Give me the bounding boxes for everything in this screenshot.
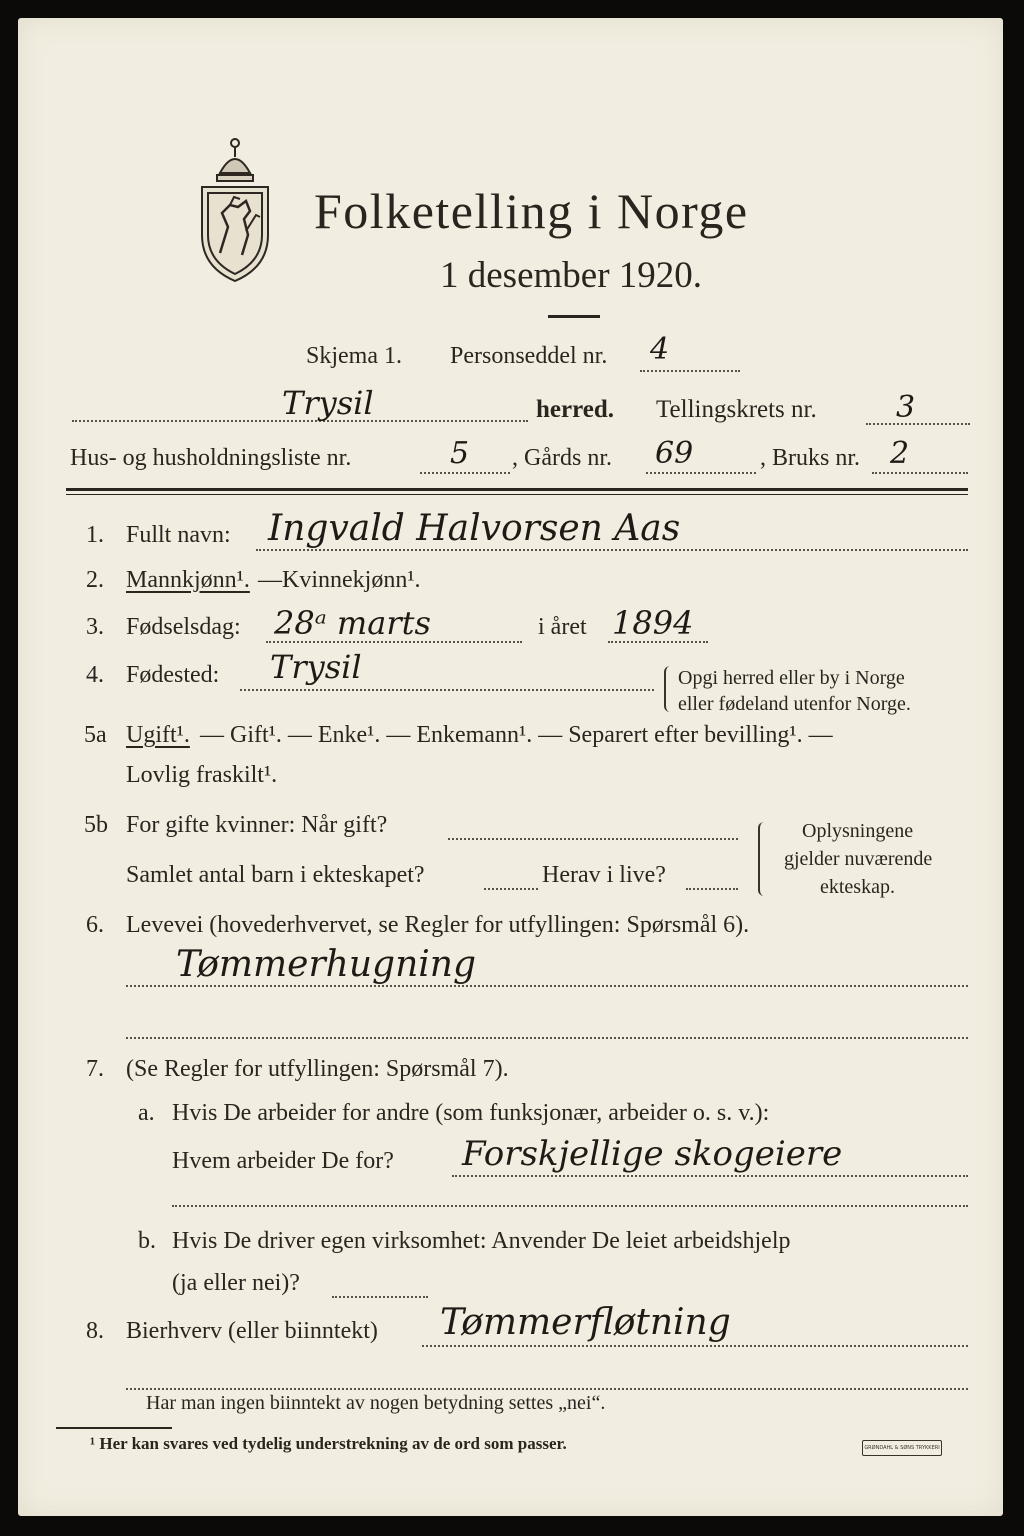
q5a-line2: Lovlig fraskilt¹. bbox=[126, 762, 278, 788]
bruks-label: , Bruks nr. bbox=[760, 445, 861, 471]
q5b-children-line bbox=[484, 888, 538, 890]
q7a-number: a. bbox=[138, 1100, 155, 1126]
q2-mannkjonn: Mannkjønn¹. bbox=[126, 567, 250, 593]
bruks-value: 2 bbox=[890, 436, 910, 471]
q5a-options: — Gift¹. — Enke¹. — Enkemann¹. — Separert efter bevilling¹. — bbox=[200, 722, 833, 748]
q3-year-label: i året bbox=[538, 614, 587, 640]
q5b-line1: For gifte kvinner: Når gift? bbox=[126, 812, 388, 838]
q1-number: 1. bbox=[86, 522, 104, 548]
gards-label: , Gårds nr. bbox=[512, 445, 612, 471]
q4-label: Fødested: bbox=[126, 662, 220, 688]
q4-note-line2: eller fødeland utenfor Norge. bbox=[678, 693, 911, 715]
q7a-employer: Forskjellige skogeiere bbox=[462, 1134, 843, 1174]
printer-stamp-text: GRØNDAHL & SØNS TRYKKERI bbox=[864, 1445, 940, 1451]
form-title: Folketelling i Norge bbox=[314, 183, 749, 239]
q4-note-brace bbox=[664, 666, 672, 712]
coat-of-arms-icon bbox=[190, 135, 280, 285]
q7a-line2-blank bbox=[172, 1205, 968, 1207]
q7b-line2: (ja eller nei)? bbox=[172, 1270, 300, 1296]
q1-label: Fullt navn: bbox=[126, 522, 231, 548]
personseddel-value: 4 bbox=[650, 332, 670, 367]
printer-stamp bbox=[862, 1440, 942, 1456]
q3-label: Fødselsdag: bbox=[126, 614, 241, 640]
tellingskrets-line bbox=[866, 423, 970, 425]
tellingskrets-label: Tellingskrets nr. bbox=[656, 396, 817, 423]
header-rule-thick bbox=[66, 488, 968, 491]
q5b-married-line bbox=[448, 838, 738, 840]
q7a-line2: Hvem arbeider De for? bbox=[172, 1148, 394, 1174]
q5b-note-line2: gjelder nuværende bbox=[784, 848, 933, 870]
q2-number: 2. bbox=[86, 567, 104, 593]
q3-birth-year: 1894 bbox=[612, 604, 694, 642]
q5a-number: 5a bbox=[84, 722, 107, 748]
gards-value: 69 bbox=[655, 436, 694, 471]
q5b-alive-line bbox=[686, 888, 738, 890]
q3-number: 3. bbox=[86, 614, 104, 640]
q5b-number: 5b bbox=[84, 812, 108, 838]
husholdningsliste-line bbox=[420, 472, 510, 474]
q8-number: 8. bbox=[86, 1318, 104, 1344]
q1-line bbox=[256, 549, 968, 551]
q7b-line1: Hvis De driver egen virksomhet: Anvender De leiet arbeidshjelp bbox=[172, 1228, 791, 1254]
herred-label: herred. bbox=[536, 396, 614, 423]
q4-note-line1: Opgi herred eller by i Norge bbox=[678, 667, 905, 689]
q4-birthplace: Trysil bbox=[270, 648, 362, 686]
footnote-rule bbox=[56, 1427, 172, 1429]
q2-separator: — bbox=[258, 567, 282, 593]
q5b-children-label: Samlet antal barn i ekteskapet? bbox=[126, 862, 425, 888]
q8-line2 bbox=[126, 1388, 968, 1390]
form-date: 1 desember 1920. bbox=[440, 255, 703, 296]
tellingskrets-value: 3 bbox=[896, 390, 916, 425]
q6-number: 6. bbox=[86, 912, 104, 938]
husholdningsliste-value: 5 bbox=[450, 436, 470, 471]
q5b-note-brace bbox=[758, 822, 766, 896]
herred-value: Trysil bbox=[282, 384, 374, 422]
q5b-note-line1: Oplysningene bbox=[802, 820, 914, 842]
q7a-line bbox=[452, 1175, 968, 1177]
q3-birth-day: 28ᵃ marts bbox=[274, 604, 431, 642]
q7b-number: b. bbox=[138, 1228, 156, 1254]
q6-occupation: Tømmerhugning bbox=[176, 944, 477, 985]
q5b-alive-label: Herav i live? bbox=[542, 862, 666, 888]
personseddel-label: Personseddel nr. bbox=[450, 343, 608, 369]
q1-full-name: Ingvald Halvorsen Aas bbox=[268, 508, 681, 549]
q5b-note-line3: ekteskap. bbox=[820, 876, 895, 898]
q7-label: (Se Regler for utfyllingen: Spørsmål 7). bbox=[126, 1056, 509, 1082]
husholdningsliste-label: Hus- og husholdningsliste nr. bbox=[70, 445, 352, 471]
q7b-line bbox=[332, 1296, 428, 1298]
q6-label: Levevei (hovederhvervet, se Regler for utfyllingen: Spørsmål 6). bbox=[126, 912, 750, 938]
gards-line bbox=[646, 472, 756, 474]
q7-number: 7. bbox=[86, 1056, 104, 1082]
q2-kvinnekjonn: Kvinnekjønn¹. bbox=[282, 567, 421, 593]
q8-label: Bierhverv (eller biinntekt) bbox=[126, 1318, 378, 1344]
q5a-ugift: Ugift¹. bbox=[126, 722, 190, 748]
q4-number: 4. bbox=[86, 662, 104, 688]
footnote: ¹ Her kan svares ved tydelig understrekning av de ord som passer. bbox=[90, 1434, 567, 1453]
q8-line bbox=[422, 1345, 968, 1347]
footer-note: Har man ingen biinntekt av nogen betydning settes „nei“. bbox=[146, 1392, 606, 1414]
personseddel-line bbox=[640, 370, 740, 372]
q7a-line1: Hvis De arbeider for andre (som funksjonær, arbeider o. s. v.): bbox=[172, 1100, 770, 1126]
skjema-label: Skjema 1. bbox=[306, 343, 402, 369]
header-rule-thin bbox=[66, 494, 968, 495]
bruks-line bbox=[872, 472, 968, 474]
q6-line2 bbox=[126, 1037, 968, 1039]
title-divider bbox=[548, 315, 600, 318]
q8-side-income: Tømmerfløtning bbox=[440, 1302, 731, 1343]
q6-line1 bbox=[126, 985, 968, 987]
q4-line bbox=[240, 689, 654, 691]
